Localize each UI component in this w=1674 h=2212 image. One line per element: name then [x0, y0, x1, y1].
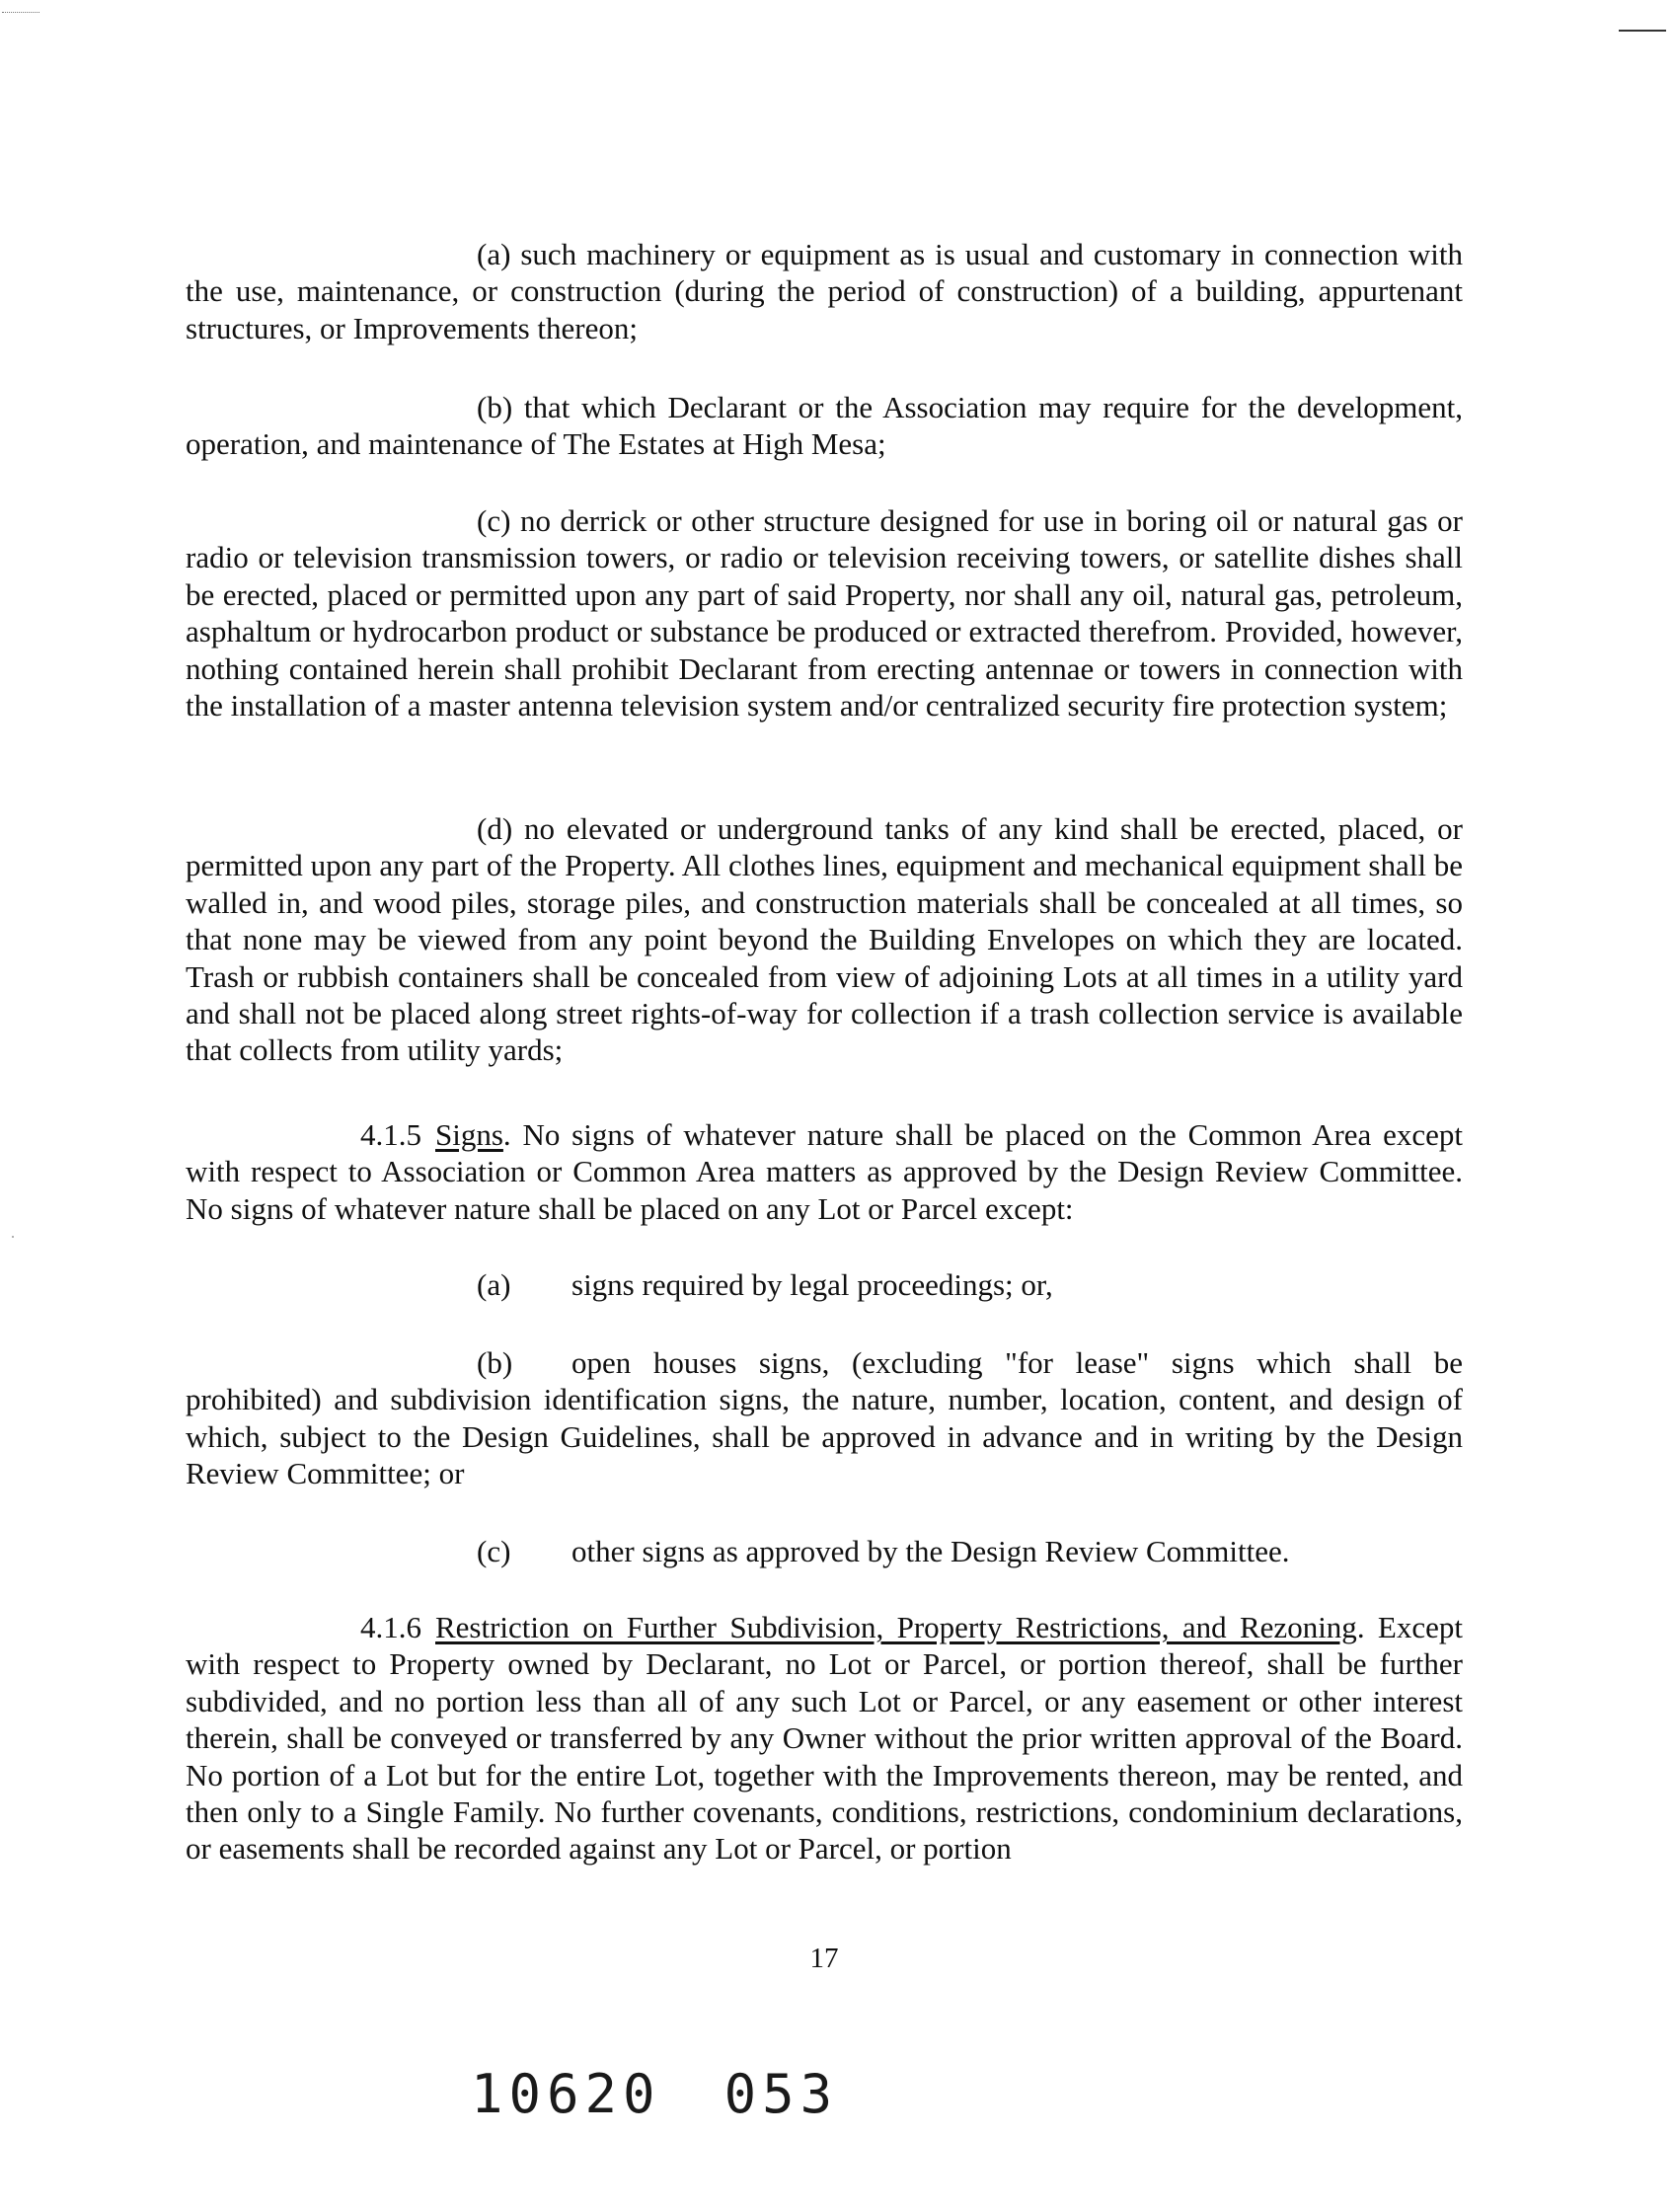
- section-number: 4.1.6: [360, 1610, 421, 1644]
- section-text: . Except with respect to Property owned by Declarant, no Lot or Parcel, or portion thereof, shall be further subdivided, and no portion less than all of any such Lot or Parcel, or any easement or other interest therein, shall be conveyed or transferred by any Owner without the prior written approval of the Board. No portion of a Lot but for the entire Lot, together with the Improvements thereon, may be rented, and then only to a Single Family. No further covenants, conditions, restrictions, condominium declarations, or easements shall be recorded against any Lot or Parcel, or portion: [186, 1610, 1463, 1867]
- recording-stamp: [471, 2063, 838, 2125]
- paragraph-sub-a: (a) such machinery or equipment as is usual and customary in connection with the use, maintenance, or construction (during the period of construction) of a building, appurtenant structures, or Improvements thereon;: [186, 237, 1463, 345]
- item-label: (c): [477, 1534, 511, 1568]
- signs-item-c: [477, 1533, 1290, 1569]
- stamp-book-number: 10620: [471, 2063, 661, 2125]
- section-text: . No signs of whatever nature shall be placed on the Common Area except with respect to Association or Common Area matters as approved by the Design Review Committee. No signs of whatever nature shall be placed on any Lot or Parcel except:: [186, 1117, 1463, 1226]
- scan-speck: [12, 1236, 14, 1238]
- section-4-1-6: [186, 1609, 1463, 1868]
- item-text: other signs as approved by the Design Review Committee.: [571, 1534, 1290, 1568]
- scan-mark-top-left: [2, 12, 39, 13]
- stamp-page-number: 053: [723, 2063, 839, 2125]
- signs-item-a: [477, 1266, 1053, 1303]
- item-text: open houses signs, (excluding "for lease" signs which shall be prohibited) and subdivision identification signs, the nature, number, location, content, and design of which, subject to the Design Guidelines, shall be approved in advance and in writing by the Design Review Committee; or: [186, 1345, 1463, 1491]
- paragraph-sub-d: (d) no elevated or underground tanks of any kind shall be erected, placed, or permitted upon any part of the Property. All clothes lines, equipment and mechanical equipment shall be walled in, and wood piles, storage piles, and construction materials shall be concealed at all times, so that none may be viewed from any point beyond the Building Envelopes on which they are located. Trash or rubbish containers shall be concealed from view of adjoining Lots at all times in a utility yard and shall not be placed along street rights-of-way for collection if a trash collection service is available that collects from utility yards;: [186, 811, 1463, 1068]
- section-heading: Restriction on Further Subdivision, Property Restrictions, and Rezoning: [435, 1610, 1357, 1644]
- section-number: 4.1.5: [360, 1117, 421, 1152]
- scan-mark-top-right: [1619, 30, 1666, 32]
- page-number: 17: [809, 1943, 839, 1974]
- signs-item-b: [186, 1344, 1463, 1492]
- item-label: (b): [477, 1345, 513, 1380]
- item-text: signs required by legal proceedings; or,: [571, 1267, 1053, 1302]
- section-4-1-5: [186, 1116, 1463, 1227]
- paragraph-sub-b: (b) that which Declarant or the Association may require for the development, operation, and maintenance of The Estates at High Mesa;: [186, 390, 1463, 462]
- item-label: (a): [477, 1267, 511, 1302]
- section-heading: Signs: [435, 1117, 503, 1152]
- paragraph-sub-c: (c) no derrick or other structure designed for use in boring oil or natural gas or radio or television transmission towers, or radio or television receiving towers, or satellite dishes shall be erected, placed or permitted upon any part of said Property, nor shall any oil, natural gas, petroleum, asphaltum or hydrocarbon product or substance be produced or extracted therefrom. Provided, however, nothing contained herein shall prohibit Declarant from erecting antennae or towers in connection with the installation of a master antenna television system and/or centralized security fire protection system;: [186, 503, 1463, 724]
